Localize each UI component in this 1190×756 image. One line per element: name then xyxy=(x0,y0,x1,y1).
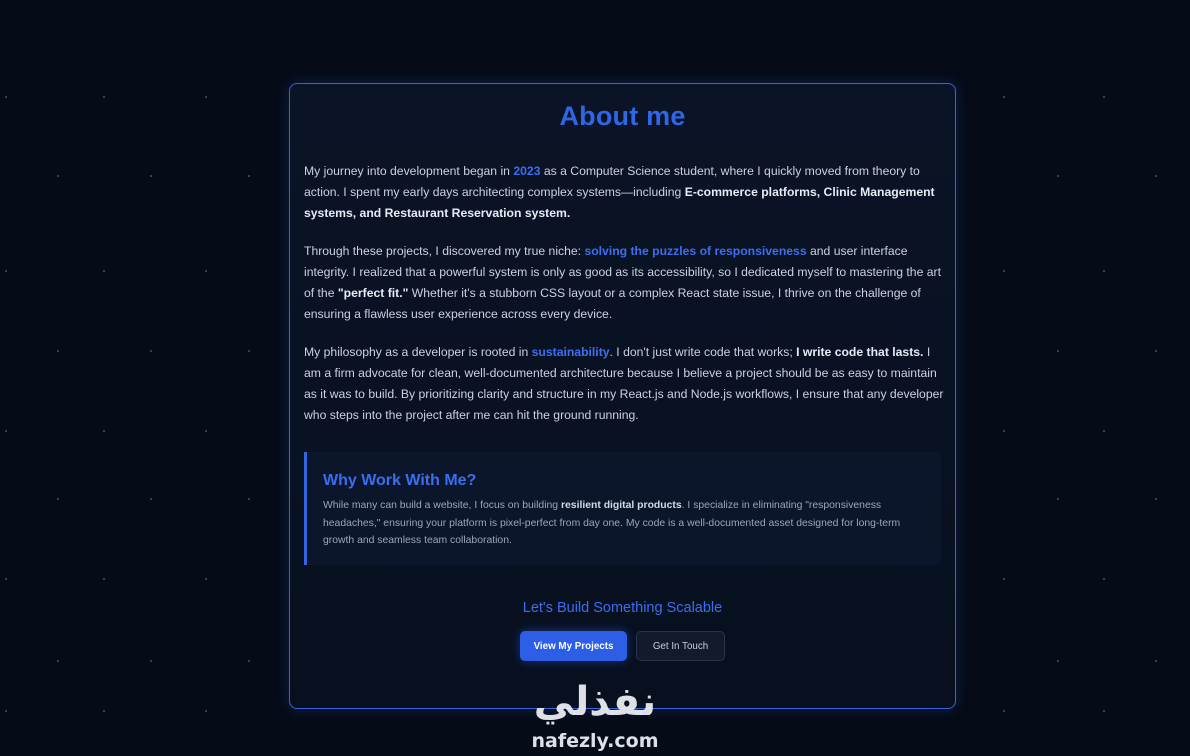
text: as a Computer Science student, where I quickly moved from theory to action. I spent my early days architecting complex systems—including xyxy=(304,164,920,199)
star-dot xyxy=(57,660,59,662)
watermark-latin: nafezly.com xyxy=(531,730,659,752)
why-work-with-me-callout xyxy=(304,452,941,565)
star-dot xyxy=(1057,175,1059,177)
star-dot xyxy=(1155,498,1157,500)
about-paragraph-1 xyxy=(304,161,944,224)
star-dot xyxy=(103,96,105,98)
star-dot xyxy=(205,710,207,712)
star-dot xyxy=(5,96,7,98)
bold-resilient-products: resilient digital products xyxy=(560,500,682,511)
star-dot xyxy=(103,578,105,580)
star-dot xyxy=(150,498,152,500)
bold-code-lasts: I write code that lasts. xyxy=(796,345,924,359)
star-dot xyxy=(103,270,105,272)
star-dot xyxy=(5,430,7,432)
star-dot xyxy=(1103,430,1105,432)
star-dot xyxy=(150,175,152,177)
star-dot xyxy=(1057,350,1059,352)
about-paragraph-3 xyxy=(304,342,944,426)
star-dot xyxy=(5,710,7,712)
text: I am a firm advocate for clean, well-documented architecture because I believe a project should be as easy to maintain as it was to build. By prioritizing clarity and structure in my React.js and Node.js workflows, I ensure that any developer who steps into the project after me can hit the ground running. xyxy=(304,345,944,422)
highlight-responsiveness: solving the puzzles of responsiveness xyxy=(584,244,807,258)
star-dot xyxy=(205,270,207,272)
cta-title: Let's Build Something Scalable xyxy=(522,600,723,616)
star-dot xyxy=(1103,710,1105,712)
highlight-sustainability: sustainability xyxy=(531,345,610,359)
star-dot xyxy=(1003,578,1005,580)
about-paragraph-2 xyxy=(304,241,944,325)
text: and user interface integrity. I realized that a powerful system is only as good as its accessibility, so I dedicated myself to mastering the art of the xyxy=(304,244,941,300)
star-dot xyxy=(150,660,152,662)
page-title: About me xyxy=(559,101,686,131)
star-dot xyxy=(248,175,250,177)
watermark-arabic: نفذلي xyxy=(533,679,657,725)
text: My philosophy as a developer is rooted in xyxy=(304,345,532,359)
text: Through these projects, I discovered my true niche: xyxy=(304,244,585,258)
star-dot xyxy=(248,498,250,500)
bold-systems: E-commerce platforms, Clinic Management systems, and Restaurant Reservation system. xyxy=(304,185,935,220)
star-dot xyxy=(248,350,250,352)
star-dot xyxy=(1003,710,1005,712)
highlight-year: 2023 xyxy=(513,164,541,178)
star-dot xyxy=(1003,430,1005,432)
about-card xyxy=(289,83,956,709)
star-dot xyxy=(150,350,152,352)
star-dot xyxy=(1155,660,1157,662)
star-dot xyxy=(103,430,105,432)
star-dot xyxy=(205,430,207,432)
star-dot xyxy=(1057,660,1059,662)
text: . I specialize in eliminating "responsiveness headaches," ensuring your platform is pixel-perfect from day one. My code is a well-documented asset designed for long-term growth and seamless team collaboration. xyxy=(323,500,901,546)
view-projects-button[interactable]: View My Projects xyxy=(520,631,627,661)
star-dot xyxy=(1003,270,1005,272)
get-in-touch-button[interactable]: Get In Touch xyxy=(636,631,725,661)
nafezly-watermark xyxy=(520,676,670,756)
why-text xyxy=(323,497,933,550)
star-dot xyxy=(1103,270,1105,272)
star-dot xyxy=(1057,498,1059,500)
bold-perfect-fit: "perfect fit." xyxy=(337,286,409,300)
star-dot xyxy=(1155,350,1157,352)
star-dot xyxy=(1103,96,1105,98)
star-dot xyxy=(103,710,105,712)
star-dot xyxy=(1155,175,1157,177)
text: . I don't just write code that works; xyxy=(609,345,797,359)
star-dot xyxy=(5,578,7,580)
star-dot xyxy=(57,498,59,500)
star-dot xyxy=(248,660,250,662)
why-title: Why Work With Me? xyxy=(323,472,477,489)
star-dot xyxy=(205,578,207,580)
star-dot xyxy=(57,175,59,177)
star-dot xyxy=(57,350,59,352)
text: My journey into development began in xyxy=(304,164,514,178)
text: While many can build a website, I focus on building xyxy=(323,500,561,511)
star-dot xyxy=(205,96,207,98)
star-dot xyxy=(1003,96,1005,98)
star-dot xyxy=(5,270,7,272)
star-dot xyxy=(1103,578,1105,580)
text: Whether it's a stubborn CSS layout or a complex React state issue, I thrive on the challenge of ensuring a flawless user experience across every device. xyxy=(304,286,921,321)
